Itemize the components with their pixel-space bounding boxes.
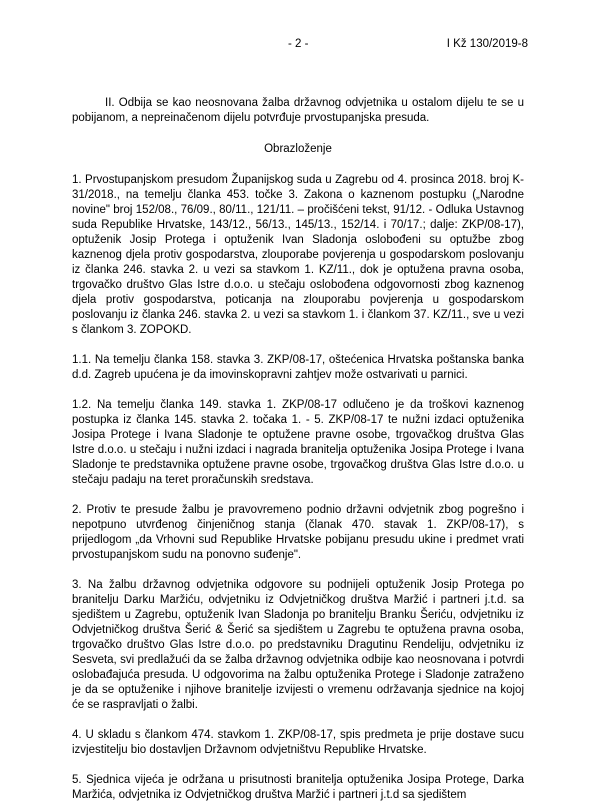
page-header [0, 38, 595, 54]
decision-point-ii: II. Odbija se kao neosnovana žalba državnog odvjetnika u ostalom dijelu te se u pobijanom, a nepreinačenom dijelu potvrđuje prvostupanjska presuda. [72, 97, 524, 124]
paragraph-3: 3. Na žalbu državnog odvjetnika odgovore su podnijeli optuženik Josip Protega po branitelju Darku Maržiću, odvjetniku iz Odvjetničkog društva Maržić i partneri j.t.d. sa sjedištem u Zagrebu, optuženik Ivan Sladonja po branitelju Branku Šeriću, odvjetniku iz Odvjetničkog društva Šerić & Šerić sa sjedištem u Zagrebu te optužena pravna osoba, trgovačko društvo Glas Istre d.o.o. po predstavniku Dragutinu Rendeliju, odvjetniku iz Sesveta, svi predlažući da se žalba državnog odvjetnika odbije kao neosnovana i potvrdi oslobađajuća presuda. U odgovorima na žalbu optuženika Protege i Sladonje zatraženo je da se optuženike i njihove branitelje izvijesti o vremenu održavanja sjednice na kojoj će se raspravljati o žalbi. [72, 579, 524, 711]
case-number: I Kž 130/2019-8 [446, 38, 528, 50]
paragraph-5: 5. Sjednica vijeća je održana u prisutnosti branitelja optuženika Josipa Protege, Darka Maržića, odvjetnika iz Odvjetničkog društva Maržić i partneri j.t.d sa sjedištem [72, 774, 524, 801]
paragraph-4: 4. U skladu s člankom 474. stavkom 1. ZKP/08-17, spis predmeta je prije dostave sucu izvjestitelju bio dostavljen Državnom odvjetništvu Republike Hrvatske. [72, 729, 524, 756]
page-number: - 2 - [288, 38, 309, 50]
paragraph-2: 2. Protiv te presude žalbu je pravovremeno podnio državni odvjetnik zbog pogrešno i nepotpuno utvrđenog činjeničnog stanja (članak 470. stavak 1. ZKP/08-17), s prijedlogom „da Vrhovni sud Republike Hrvatske pobijanu presudu ukine i predmet vrati prvostupanjskom sudu na ponovno suđenje". [72, 504, 524, 561]
document-body [72, 96, 524, 803]
paragraph-1: 1. Prvostupanjskom presudom Županijskog suda u Zagrebu od 4. prosinca 2018. broj K-31/2018., na temelju članka 453. točke 3. Zakona o kaznenom postupku („Narodne novine" broj 152/08., 76/09., 80/11., 121/11. – pročišćeni tekst, 91/12. - Odluka Ustavnog suda Republike Hrvatske, 143/12., 56/13., 145/13., 152/14. i 70/17.; dalje: ZKP/08-17), optuženik Josip Protega i optuženik Ivan Sladonja oslobođeni su optužbe zbog kaznenog djela protiv gospodarstva, zlouporabe povjerenja u gospodarskom poslovanju iz članka 246. stavka 2. u vezi sa stavkom 1. KZ/11., dok je optužena pravna osoba, trgovačko društvo Glas Istre d.o.o. u stečaju oslobođena odgovornosti zbog kaznenog djela protiv gospodarstva, poticanja na zlouporabu povjerenja u gospodarskom poslovanju iz članka 246. stavka 2. u vezi sa stavkom 1. i člankom 37. KZ/11., sve u vezi s člankom 3. ZOPOKD. [72, 174, 524, 336]
reasoning-title: Obrazloženje [264, 143, 332, 155]
paragraph-1-1: 1.1. Na temelju članka 158. stavka 3. ZKP/08-17, oštećenica Hrvatska poštanska banka d.d. Zagreb upućena je da imovinskopravni zahtjev može ostvarivati u parnici. [72, 354, 524, 381]
paragraph-1-2: 1.2. Na temelju članka 149. stavka 1. ZKP/08-17 odlučeno je da troškovi kaznenog postupka iz članka 145. stavka 2. točaka 1. - 5. ZKP/08-17 te nužni izdaci optuženika Josipa Protege i Ivana Sladonje te optužene pravne osobe, trgovačkog društva Glas Istre d.o.o. u stečaju i nužni izdaci i nagrada branitelja optuženika Josipa Protege i Ivana Sladonje te predstavnika optužene pravne osobe, trgovačkog društva Glas Istre d.o.o. u stečaju padaju na teret proračunskih sredstava. [72, 399, 524, 486]
